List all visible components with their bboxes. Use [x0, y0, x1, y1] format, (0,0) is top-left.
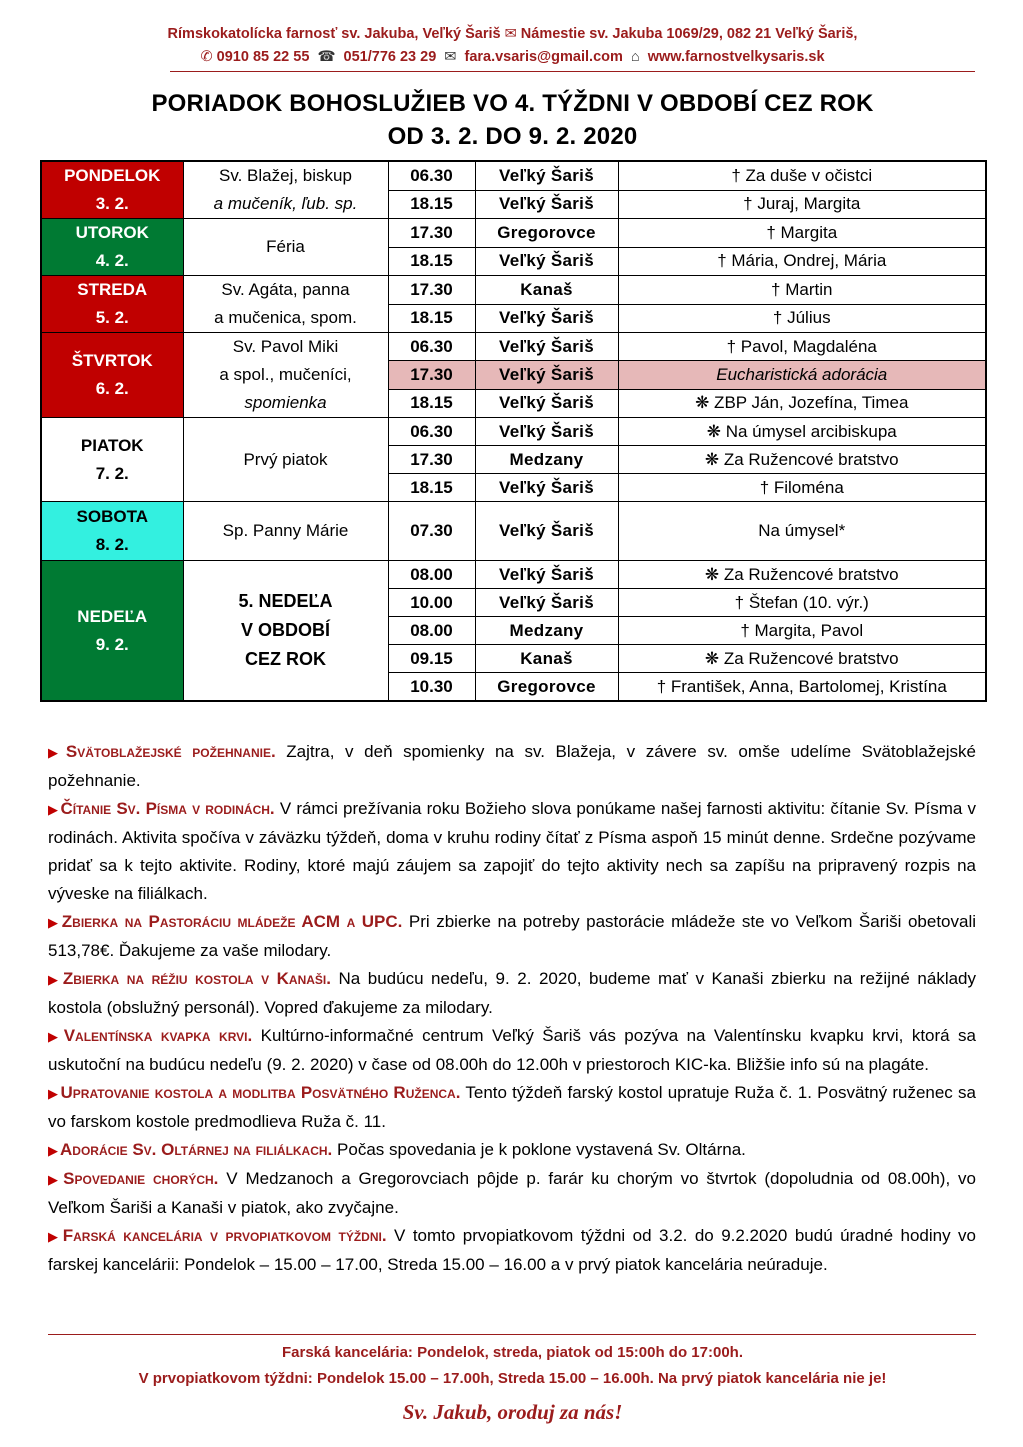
- place-cell: Veľký Šariš: [475, 561, 618, 589]
- time-cell: 18.15: [388, 389, 475, 417]
- intent-cell: † Štefan (10. výr.): [618, 589, 986, 617]
- feast-cell: Féria: [183, 219, 388, 276]
- day-cell: PIATOK 7. 2.: [41, 418, 183, 502]
- intent-cell: ❋ Na úmysel arcibiskupa: [618, 418, 986, 446]
- announcement: ▶ Valentínska kvapka krvi. Kultúrno-informačné centrum Veľký Šariš vás pozýva na Valentínsku kvapku krvi, ktorá sa uskutoční na budúcu nedeľu (9. 2. 2020) v čase od 08.00h do 12.00h v priestoroch KIC-ka. Bližšie info sú na plagáte.: [48, 1026, 977, 1074]
- place-cell: Medzany: [475, 446, 618, 474]
- time-cell: 18.15: [388, 474, 475, 502]
- table-row: [41, 219, 986, 248]
- time-cell: 09.15: [388, 645, 475, 673]
- time-cell: 10.00: [388, 589, 475, 617]
- phone-icon: ☎: [317, 49, 336, 65]
- table-row: [41, 502, 986, 561]
- announcements: [48, 738, 976, 1279]
- time-cell: 06.30: [388, 418, 475, 446]
- page-subtitle: OD 3. 2. DO 9. 2. 2020: [387, 123, 638, 150]
- place-cell: Kanaš: [475, 645, 618, 673]
- place-cell: Veľký Šariš: [475, 304, 618, 333]
- place-cell: Veľký Šariš: [475, 161, 618, 190]
- intent-cell: † Juraj, Margita: [618, 190, 986, 219]
- intent-cell: † Margita: [618, 219, 986, 248]
- time-cell: 06.30: [388, 333, 475, 361]
- time-cell: 07.30: [388, 502, 475, 561]
- email-icon: ✉: [444, 49, 457, 65]
- place-cell: Medzany: [475, 617, 618, 645]
- table-row: [41, 276, 986, 305]
- time-cell: 17.30: [388, 219, 475, 248]
- email[interactable]: fara.vsaris@gmail.com: [464, 49, 623, 65]
- time-cell: 18.15: [388, 247, 475, 276]
- announcement: ▶ Zbierka na Pastoráciu mládeže ACM a UPC. Pri zbierke na potreby pastorácie mládeže ste vo Veľkom Šariši obetovali 513,78€. Ďakujeme za vaše milodary.: [48, 912, 977, 960]
- place-cell: Kanaš: [475, 276, 618, 305]
- time-cell: 18.15: [388, 304, 475, 333]
- header-address: Rímskokatolícka farnosť sv. Jakuba, Veľký Šariš ✉ Námestie sv. Jakuba 1069/29, 082 21 Veľký Šariš,: [167, 26, 858, 42]
- announcement: ▶ Upratovanie kostola a modlitba Posvätného Ruženca. Tento týždeň farský kostol upratuje Ruža č. 1. Posvätný ruženec sa vo farskom kostole predmodlieva Ruža č. 11.: [48, 1083, 976, 1131]
- intent-cell: ❋ Za Ružencové bratstvo: [618, 561, 986, 589]
- day-cell: PONDELOK 3. 2.: [41, 161, 183, 219]
- table-row: [41, 161, 986, 190]
- time-cell: 10.30: [388, 673, 475, 702]
- footer-office-hours: Farská kancelária: Pondelok, streda, piatok od 15:00h do 17:00h.: [281, 1344, 743, 1361]
- announcement: ▶ Spovedanie chorých. V Medzanoch a Gregorovciach pôjde p. farár ku chorým vo štvrtok (dopoludnia od 08.00h), vo Veľkom Šariši a Kanaši v piatok, ako zvyčajne.: [48, 1169, 977, 1217]
- triangle-right-icon: ▶: [48, 915, 60, 930]
- triangle-right-icon: ▶: [48, 745, 64, 760]
- place-cell: Veľký Šariš: [475, 190, 618, 219]
- feast-cell: Sv. Blažej, biskup a mučeník, ľub. sp.: [183, 161, 388, 219]
- intent-cell: † Za duše v očistci: [618, 161, 986, 190]
- website[interactable]: www.farnostvelkysaris.sk: [647, 49, 825, 65]
- intent-cell: † Pavol, Magdaléna: [618, 333, 986, 361]
- intent-cell: † Margita, Pavol: [618, 617, 986, 645]
- feast-cell: Sv. Agáta, panna a mučenica, spom.: [183, 276, 388, 333]
- time-cell: 17.30: [388, 446, 475, 474]
- triangle-right-icon: ▶: [48, 1086, 59, 1101]
- intent-cell: † Martin: [618, 276, 986, 305]
- mobile-phone-icon: ✆: [200, 49, 213, 65]
- intent-cell: † Július: [618, 304, 986, 333]
- announcement: ▶ Čítanie Sv. Písma v rodinách. V rámci prežívania roku Božieho slova ponúkame našej farnosti aktivitu: čítanie Sv. Písma v rodinách. Aktivita spočíva v záväzku týždeň, doma v kruhu rodiny čítať z Písma aspoň 15 minút denne. Srdečne pozývame pridať sa k tejto aktivite. Rodiny, ktoré majú záujem sa zapojiť do tejto aktivity nech sa zapíšu na pripravený rozpis na vývеske na filiálkach.: [48, 799, 976, 903]
- place-cell: Gregorovce: [475, 219, 618, 248]
- table-row: [41, 418, 986, 446]
- place-cell: Veľký Šariš: [475, 474, 618, 502]
- time-cell: 08.00: [388, 617, 475, 645]
- triangle-right-icon: ▶: [48, 1229, 61, 1244]
- table-row: [41, 333, 986, 361]
- intent-cell: † František, Anna, Bartolomej, Kristína: [618, 673, 986, 702]
- place-cell: Veľký Šariš: [475, 361, 618, 389]
- mobile-phone: 0910 85 22 55: [216, 49, 310, 65]
- intent-cell: Eucharistická adorácia: [618, 361, 986, 389]
- feast-cell: Sp. Panny Márie: [183, 502, 388, 561]
- intent-cell: ❋ Za Ružencové bratstvo: [618, 446, 986, 474]
- phone: 051/776 23 29: [343, 49, 437, 65]
- place-cell: Veľký Šariš: [475, 589, 618, 617]
- place-cell: Veľký Šariš: [475, 333, 618, 361]
- feast-cell: Prvý piatok: [183, 418, 388, 502]
- intent-cell: ❋ Za Ružencové bratstvo: [618, 645, 986, 673]
- time-cell: 18.15: [388, 190, 475, 219]
- place-cell: Veľký Šariš: [475, 418, 618, 446]
- header-contacts: [40, 49, 985, 65]
- footer-prayer: Sv. Jakub, oroduj za nás!: [402, 1400, 623, 1424]
- place-cell: Veľký Šariš: [475, 502, 618, 561]
- announcement: ▶ Zbierka na réžiu kostola v Kanaši. Na budúcu nedeľu, 9. 2. 2020, budeme mať v Kanaši zbierku na režijné náklady kostola (obslužný personál). Vopred ďakujeme za milodary.: [48, 969, 977, 1017]
- day-cell: ŠTVRTOK 6. 2.: [41, 333, 183, 418]
- intent-cell: † Filoména: [618, 474, 986, 502]
- intent-cell: ❋ ZBP Ján, Jozefína, Timea: [618, 389, 986, 417]
- triangle-right-icon: ▶: [48, 1143, 58, 1158]
- place-cell: Veľký Šariš: [475, 389, 618, 417]
- time-cell: 17.30: [388, 276, 475, 305]
- schedule-table: [40, 160, 987, 702]
- announcement: ▶ Farská kancelária v prvopiatkovom týždni. V tomto prvopiatkovom týždni od 3.2. do 9.2.2020 budú úradné hodiny vo farskej kancelárii: Pondelok – 15.00 – 17.00, Streda 15.00 – 16.00 a v prvý piatok kancelária neúraduje.: [48, 1226, 976, 1274]
- time-cell: 17.30: [388, 361, 475, 389]
- day-cell: UTOROK 4. 2.: [41, 219, 183, 276]
- announcement: ▶ Svätoblažejské požehnanie. Zajtra, v deň spomienky na sv. Blažeja, v závere sv. omše udelíme Svätoblažejské požehnanie.: [48, 742, 976, 790]
- triangle-right-icon: ▶: [48, 972, 61, 987]
- table-row: [41, 561, 986, 589]
- day-cell: NEDEĽA 9. 2.: [41, 561, 183, 702]
- intent-cell: † Mária, Ondrej, Mária: [618, 247, 986, 276]
- place-cell: Veľký Šariš: [475, 247, 618, 276]
- feast-cell: 5. NEDEĽA V OBDOBÍ CEZ ROK: [183, 561, 388, 702]
- day-cell: STREDA 5. 2.: [41, 276, 183, 333]
- footer-first-friday-hours: V prvopiatkovom týždni: Pondelok 15.00 – 17.00h, Streda 15.00 – 16.00h. Na prvý piatok kancelária nie je!: [138, 1370, 887, 1387]
- day-cell: SOBOTA 8. 2.: [41, 502, 183, 561]
- triangle-right-icon: ▶: [48, 1172, 62, 1187]
- page-title: PORIADOK BOHOSLUŽIEB VO 4. TÝŽDNI V OBDOBÍ CEZ ROK: [151, 90, 874, 117]
- header-divider: [170, 71, 975, 72]
- web-icon: ⌂: [630, 49, 640, 65]
- time-cell: 08.00: [388, 561, 475, 589]
- place-cell: Gregorovce: [475, 673, 618, 702]
- announcement: ▶ Adorácie Sv. Oltárnej na filiálkach. Počas spovedania je k poklone vystavená Sv. Oltárna.: [48, 1140, 746, 1159]
- feast-cell: Sv. Pavol Miki a spol., mučeníci, spomienka: [183, 333, 388, 418]
- footer-divider: [48, 1334, 976, 1335]
- triangle-right-icon: ▶: [48, 802, 59, 817]
- time-cell: 06.30: [388, 161, 475, 190]
- intent-cell: Na úmysel*: [618, 502, 986, 561]
- triangle-right-icon: ▶: [48, 1029, 62, 1044]
